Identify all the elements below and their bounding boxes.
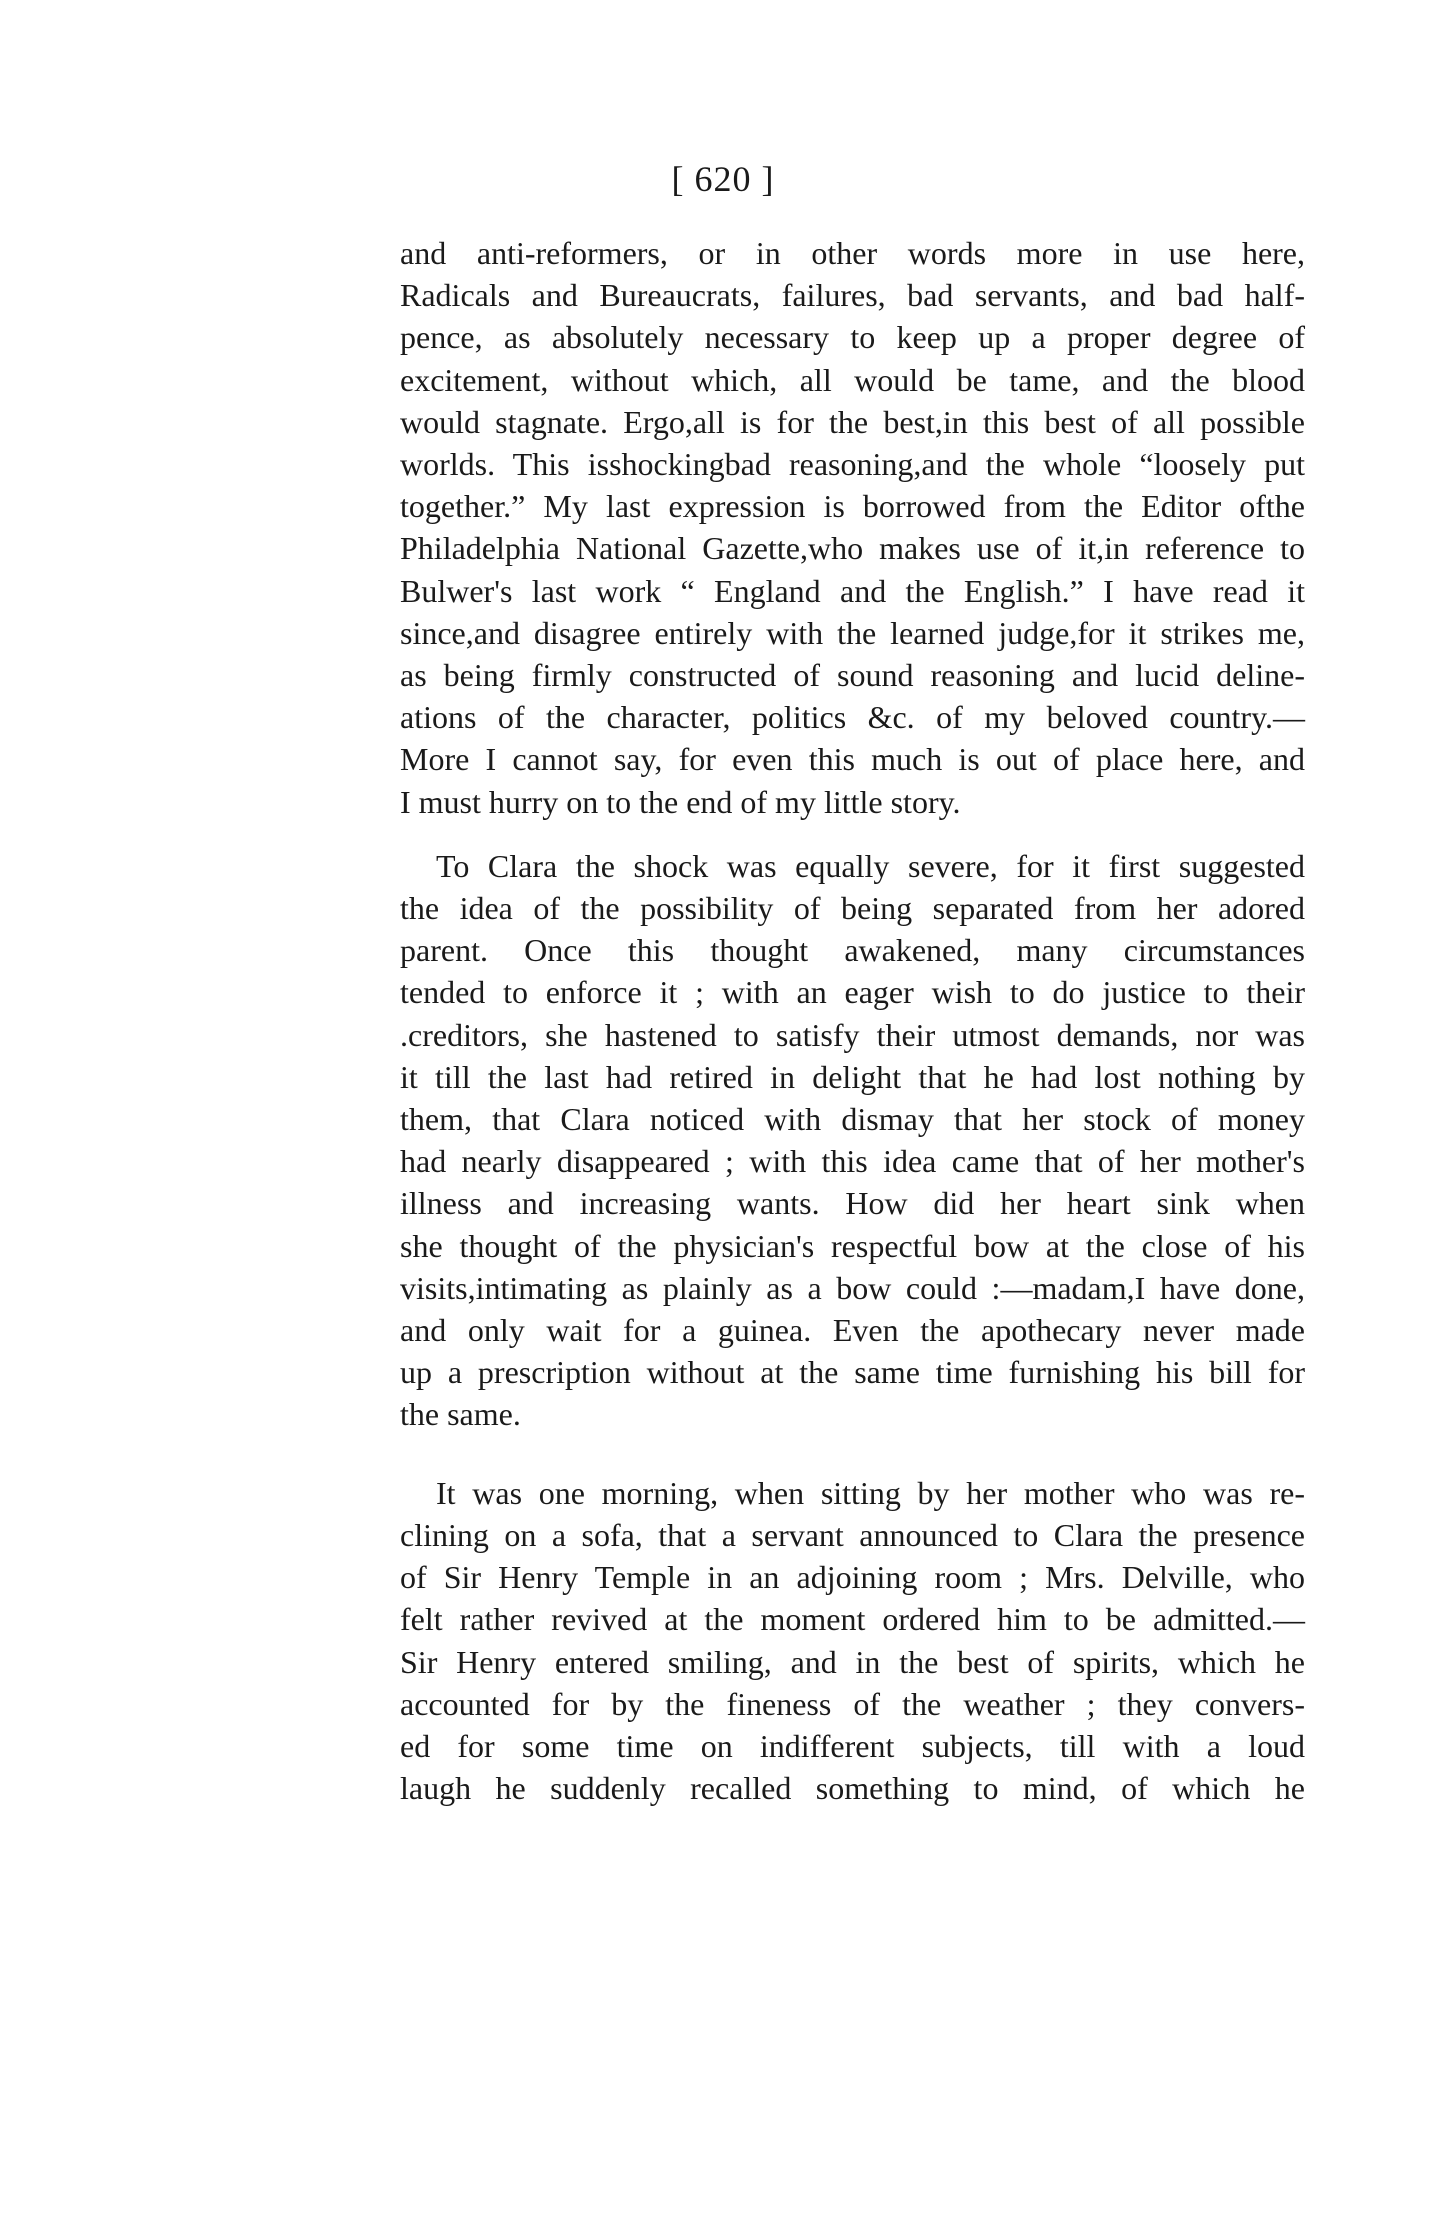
text-line: Philadelphia National Gazette,who makes use of it,in reference to: [400, 530, 1305, 567]
text-line: as being firmly constructed of sound reasoning and lucid deline-: [400, 657, 1305, 694]
page-number: [ 620 ]: [671, 159, 775, 199]
text-line: them, that Clara noticed with dismay that her stock of money: [400, 1101, 1305, 1138]
text-line: illness and increasing wants. How did her heart sink when: [400, 1185, 1305, 1222]
text-line: Bulwer's last work “ England and the English.” I have read it: [400, 572, 1305, 609]
paragraph: [400, 232, 1305, 823]
text-line: worlds. This isshockingbad reasoning,and the whole “loosely put: [400, 446, 1305, 483]
text-line: excitement, without which, all would be tame, and the blood: [400, 361, 1305, 398]
text-line: Sir Henry entered smiling, and in the best of spirits, which he: [400, 1643, 1305, 1680]
text-line: it till the last had retired in delight that he had lost nothing by: [400, 1058, 1305, 1095]
text-line: ed for some time on indifferent subjects, till with a loud: [400, 1727, 1305, 1764]
text-line: up a prescription without at the same time furnishing his bill for: [400, 1354, 1305, 1391]
text-line: visits,intimating as plainly as a bow could :—madam,I have done,: [400, 1269, 1305, 1306]
text-line: parent. Once this thought awakened, many circumstances: [400, 932, 1305, 969]
text-line: since,and disagree entirely with the learned judge,for it strikes me,: [400, 614, 1305, 651]
text-line: of Sir Henry Temple in an adjoining room ; Mrs. Delville, who: [400, 1559, 1305, 1596]
text-line: and anti-reformers, or in other words more in use here,: [400, 235, 1305, 271]
text-line: laugh he suddenly recalled something to mind, of which he: [400, 1770, 1305, 1807]
text-line: clining on a sofa, that a servant announced to Clara the presence: [400, 1516, 1305, 1553]
text-line: Radicals and Bureaucrats, failures, bad servants, and bad half-: [400, 277, 1305, 314]
text-line: had nearly disappeared ; with this idea came that of her mother's: [400, 1143, 1305, 1180]
text-line: would stagnate. Ergo,all is for the best,in this best of all possible: [400, 403, 1305, 440]
text-line: .creditors, she hastened to satisfy their utmost demands, nor was: [400, 1016, 1305, 1053]
text-line: To Clara the shock was equally severe, for it first suggested: [436, 847, 1305, 884]
text-line: she thought of the physician's respectful bow at the close of his: [400, 1227, 1305, 1264]
text-line: felt rather revived at the moment ordered him to be admitted.—: [400, 1601, 1305, 1638]
text-line: and only wait for a guinea. Even the apothecary never made: [400, 1312, 1305, 1349]
paragraph: [400, 845, 1305, 1436]
text-line: It was one morning, when sitting by her mother who was re-: [436, 1474, 1305, 1511]
paragraph: [400, 1472, 1305, 1810]
text-line: I must hurry on to the end of my little story.: [400, 783, 961, 820]
text-line: together.” My last expression is borrowed from the Editor ofthe: [400, 488, 1305, 525]
text-line: tended to enforce it ; with an eager wish to do justice to their: [400, 974, 1305, 1011]
text-line: pence, as absolutely necessary to keep up a proper degree of: [400, 319, 1305, 356]
text-line: More I cannot say, for even this much is out of place here, and: [400, 741, 1305, 778]
text-line: accounted for by the fineness of the weather ; they convers-: [400, 1685, 1305, 1722]
text-line: the idea of the possibility of being separated from her adored: [400, 890, 1305, 927]
text-line: ations of the character, politics &c. of my beloved country.—: [400, 699, 1305, 736]
text-line: the same.: [400, 1396, 521, 1433]
body-text: [400, 232, 1305, 1809]
